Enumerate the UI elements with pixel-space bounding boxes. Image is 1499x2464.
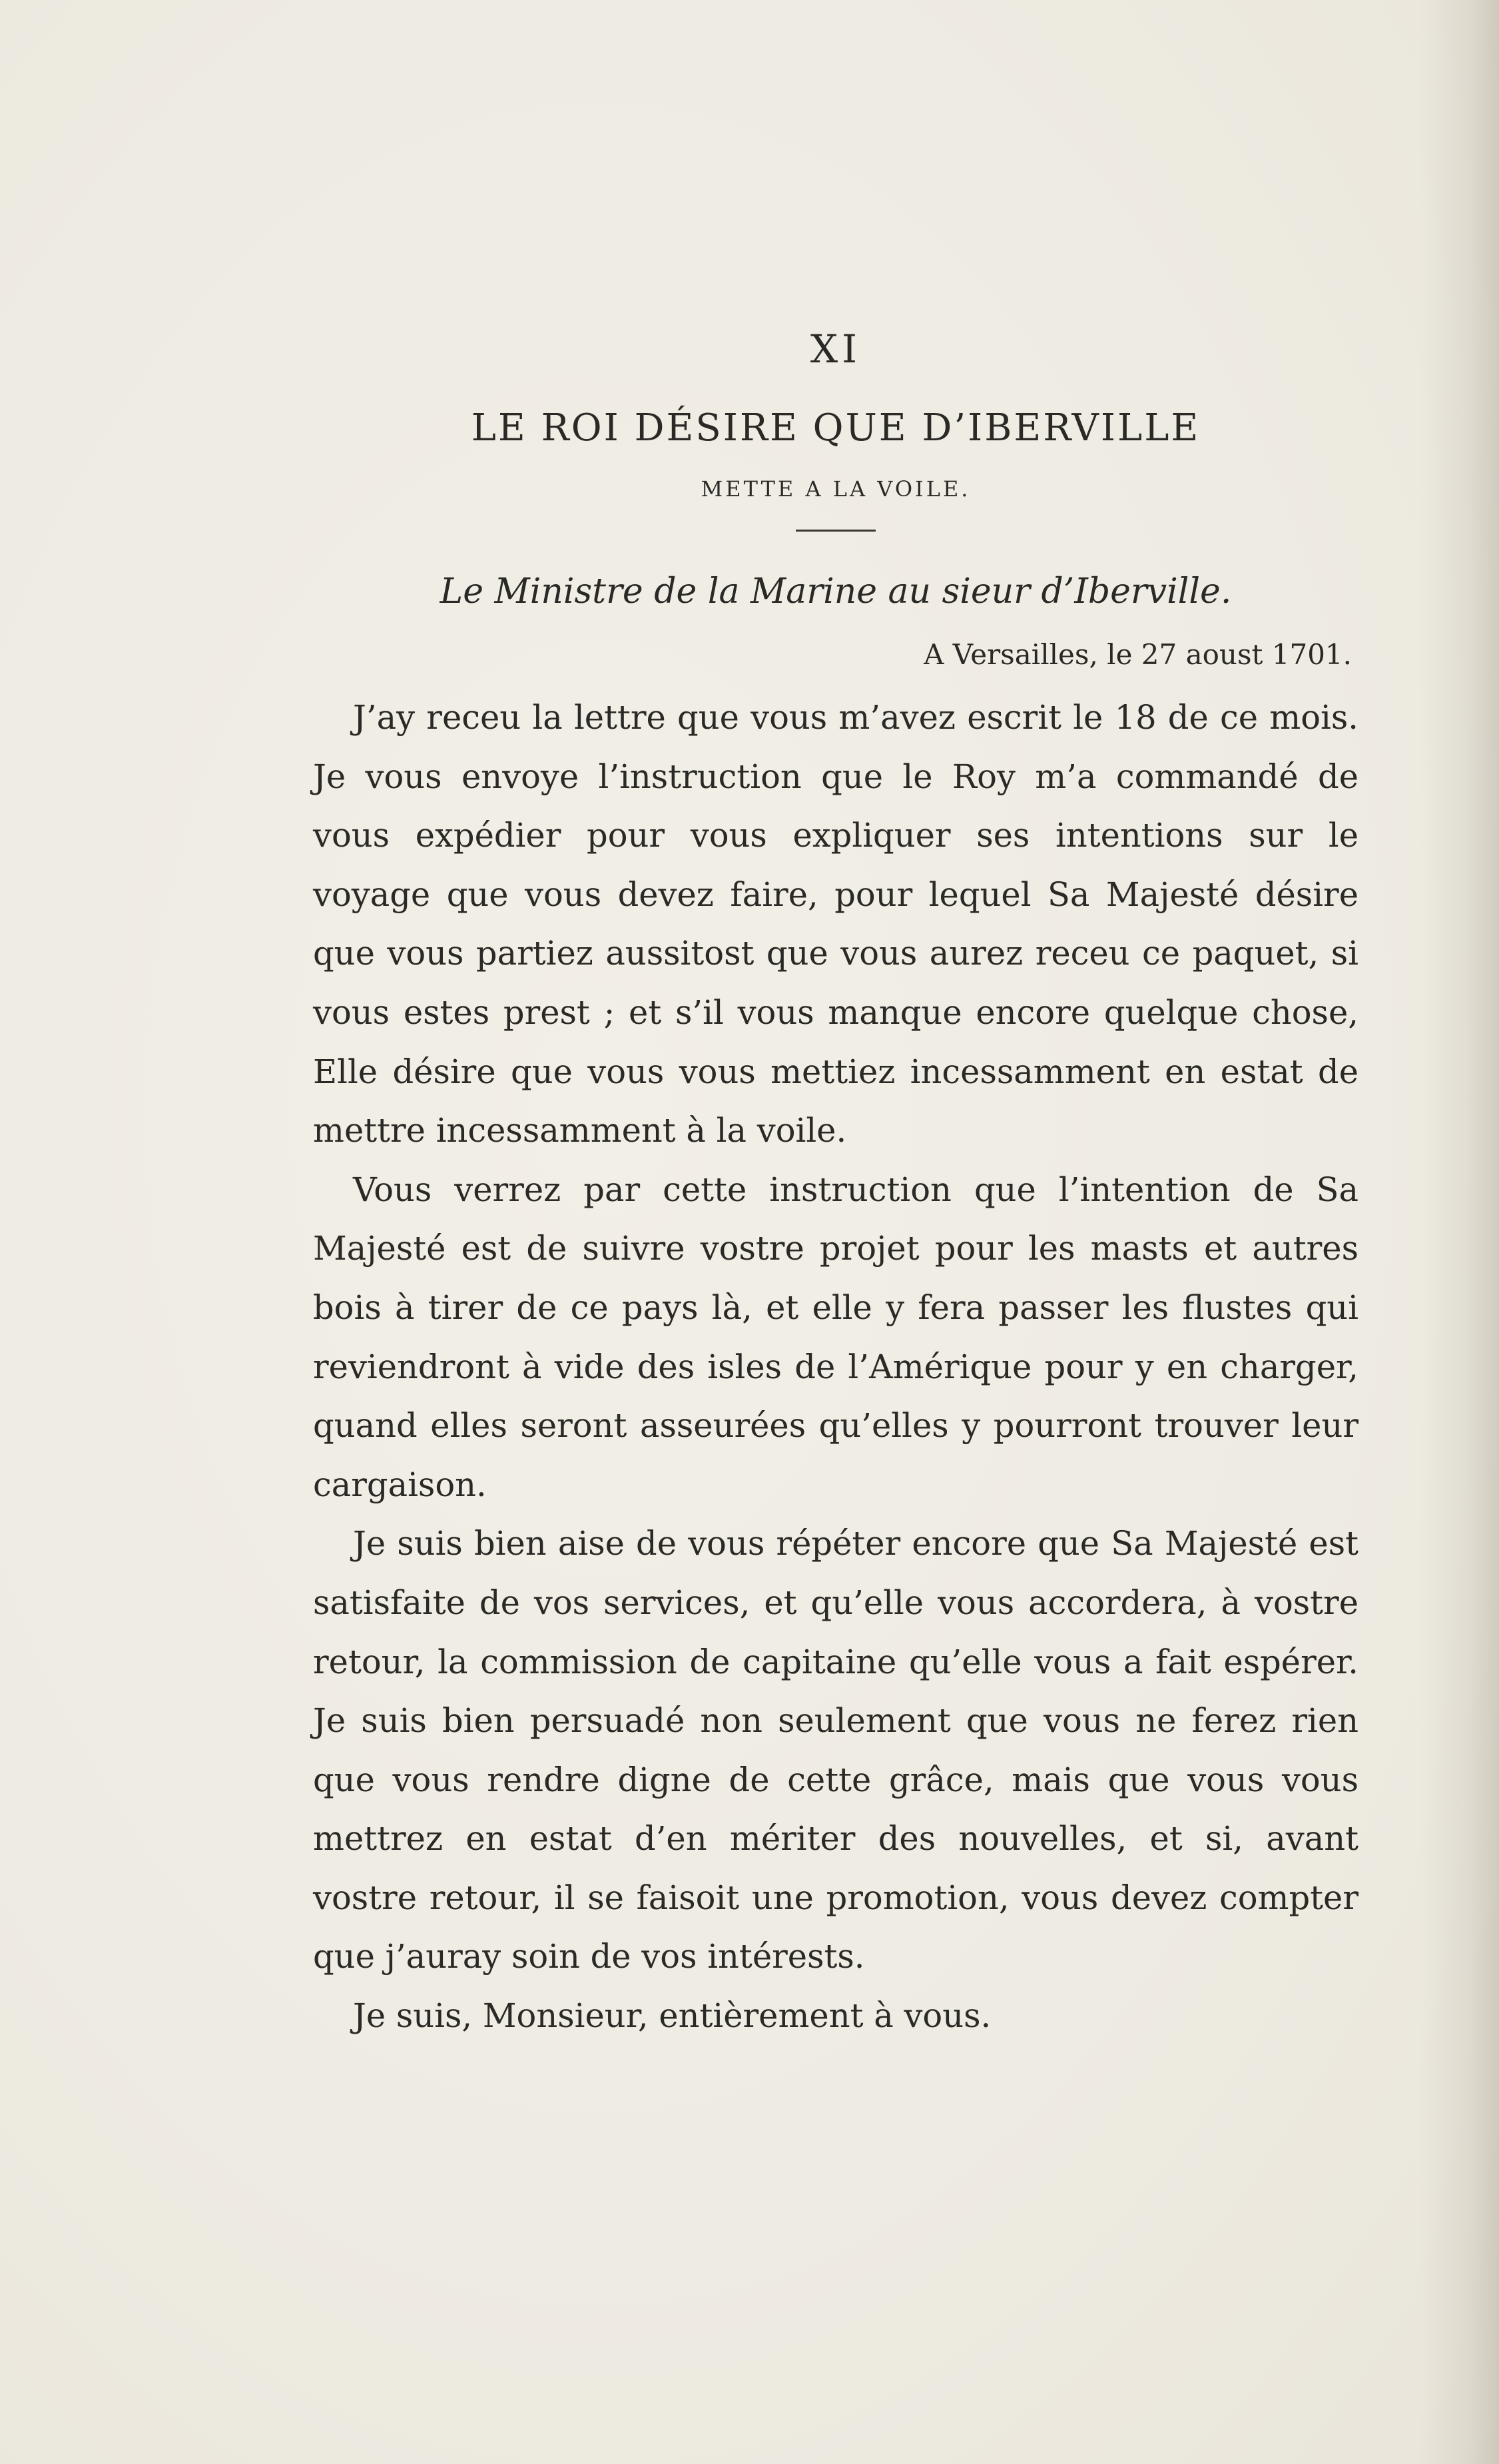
letter-dateline: A Versailles, le 27 aoust 1701.	[924, 638, 1352, 671]
title-divider	[796, 530, 876, 532]
paragraph: J’ay receu la lettre que vous m’avez escrit le 18 de ce mois. Je vous envoye l’instruction que le Roy m’a commandé de vous expédier pour vous expliquer ses intentions sur le voyage que vous devez faire, pour lequel Sa Majesté désire que vous partiez aussitost que vous aurez receu ce paquet, si vous estes prest ; et s’il vous manque encore quelque chose, Elle désire que vous vous mettiez incessamment en estat de mettre incessamment à la voile.	[313, 698, 1358, 1150]
page-gutter-shadow	[1419, 0, 1499, 2464]
letter-heading: Le Ministre de la Marine au sieur d’Iberville.	[440, 572, 1232, 612]
paragraph: Vous verrez par cette instruction que l’intention de Sa Majesté est de suivre vostre projet pour les masts et autres bois à tirer de ce pays là, et elle y fera passer les flustes qui reviendront à vide des isles de l’Amérique pour y en charger, quand elles seront asseurées qu’elles y pourront trouver leur cargaison.	[313, 1170, 1358, 1504]
chapter-title: LE ROI DÉSIRE QUE D’IBERVILLE	[471, 406, 1201, 450]
page-content	[313, 326, 1358, 2046]
paragraph: Je suis bien aise de vous répéter encore que Sa Majesté est satisfaite de vos services, et qu’elle vous accordera, à vostre retour, la commission de capitaine qu’elle vous a fait espérer. Je suis bien persuadé non seulement que vous ne ferez rien que vous rendre digne de cette grâce, mais que vous vous mettrez en estat d’en mériter des nouvelles, et si, avant vostre retour, il se faisoit une promotion, vous devez compter que j’auray soin de vos intérests.	[313, 1524, 1358, 1976]
letter-body	[313, 688, 1358, 2046]
chapter-number: XI	[810, 326, 862, 372]
paragraph: Je suis, Monsieur, entièrement à vous.	[353, 1996, 992, 2036]
chapter-subtitle: METTE A LA VOILE.	[701, 476, 971, 502]
